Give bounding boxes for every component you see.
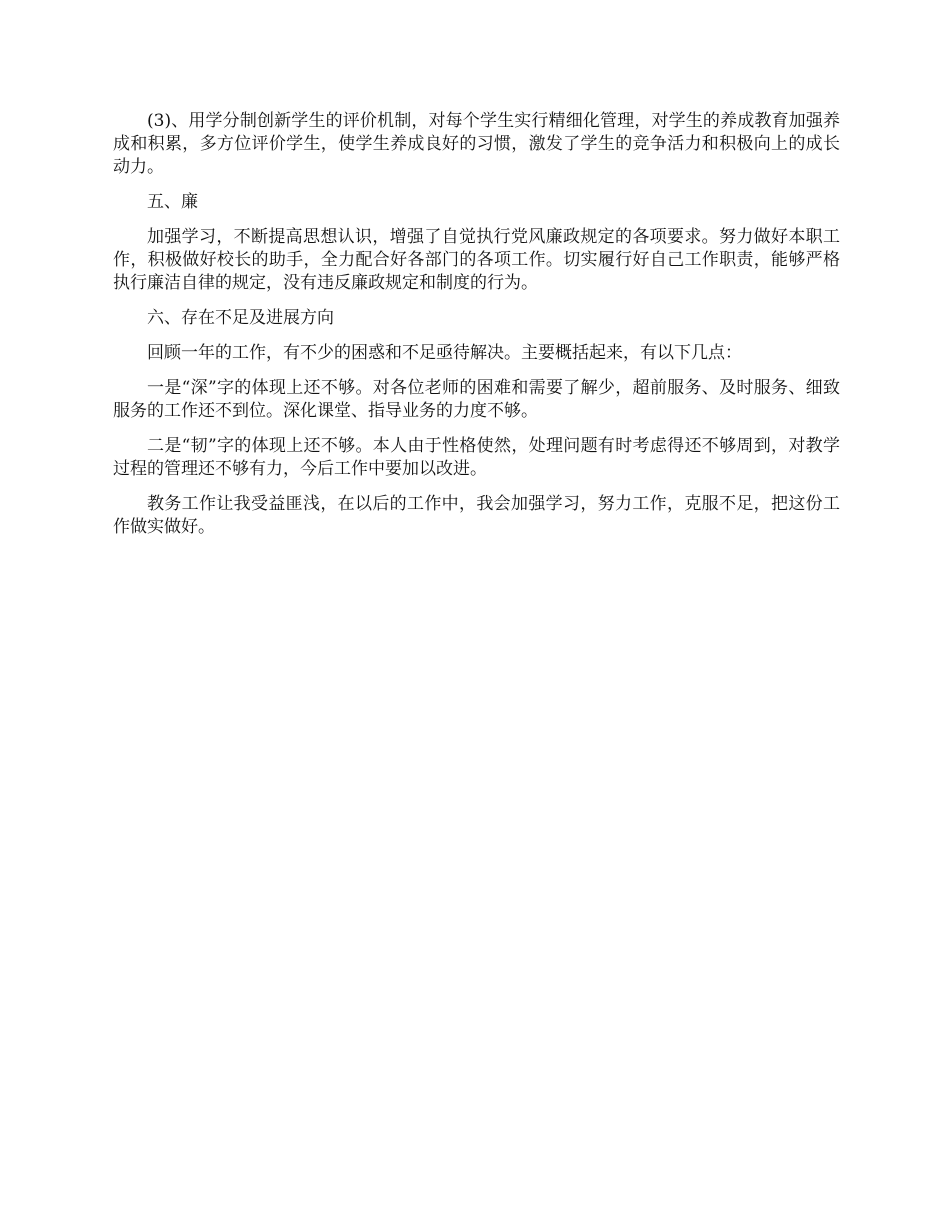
paragraph-integrity: 加强学习，不断提高思想认识，增强了自觉执行党风廉政规定的各项要求。努力做好本职工作，积极做好校长的助手，全力配合好各部门的各项工作。切实履行好自己工作职责，能够严格执行廉洁自律的规定，没有违反廉政规定和制度的行为。 (113, 227, 840, 293)
paragraph-student-evaluation: (3)、用学分制创新学生的评价机制，对每个学生实行精细化管理，对学生的养成教育加强养成和积累，多方位评价学生，使学生养成良好的习惯，激发了学生的竞争活力和积极向上的成长动力。 (113, 111, 840, 177)
paragraph-conclusion: 教务工作让我受益匪浅，在以后的工作中，我会加强学习，努力工作，克服不足，把这份工作做实做好。 (113, 494, 840, 537)
paragraph-shortcoming-1: 一是“深”字的体现上还不够。对各位老师的困难和需要了解少，超前服务、及时服务、细致服务的工作还不到位。深化课堂、指导业务的力度不够。 (113, 378, 840, 421)
paragraph-review: 回顾一年的工作，有不少的困惑和不足亟待解决。主要概括起来，有以下几点： (147, 343, 742, 363)
section-heading-shortcomings: 六、存在不足及进展方向 (147, 308, 334, 328)
paragraph-shortcoming-2: 二是“韧”字的体现上还不够。本人由于性格使然，处理问题有时考虑得还不够周到，对教学过程的管理还不够有力，今后工作中要加以改进。 (113, 436, 840, 479)
document-page (113, 110, 840, 551)
section-heading-integrity: 五、廉 (147, 192, 198, 212)
